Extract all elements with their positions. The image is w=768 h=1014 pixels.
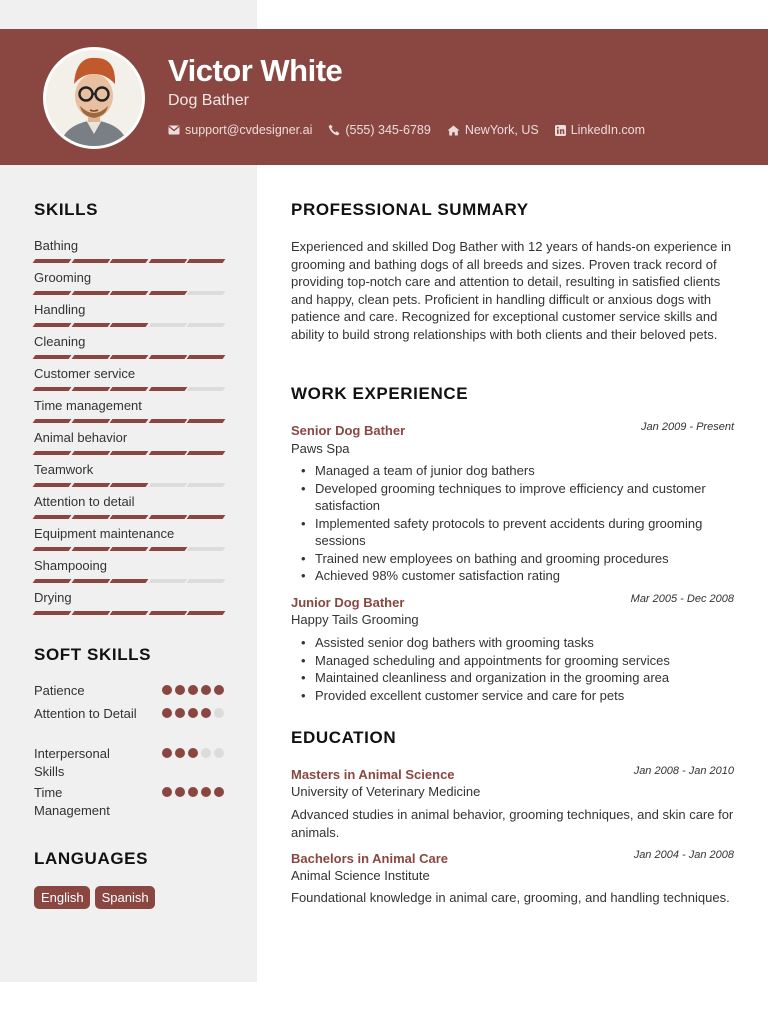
- skill-level-bar: [34, 259, 224, 263]
- rating-dot: [175, 787, 185, 797]
- contact-location-text: NewYork, US: [464, 123, 539, 137]
- skill-level-bar: [34, 323, 224, 327]
- soft-skill-rating: [162, 708, 224, 718]
- language-tag: English: [34, 886, 90, 909]
- rating-dot: [175, 685, 185, 695]
- contact-phone[interactable]: [328, 123, 430, 137]
- skill-label: Grooming: [34, 270, 92, 285]
- skill-level-segment: [187, 611, 225, 615]
- soft-skill-row: [34, 682, 224, 705]
- skill-level-segment: [187, 419, 225, 423]
- envelope-icon: [168, 125, 180, 135]
- home-icon: [447, 125, 460, 136]
- skill-level-segment: [187, 515, 225, 519]
- skill-level-bar: [34, 387, 224, 391]
- skill-level-segment: [148, 387, 186, 391]
- skill-level-segment: [148, 323, 186, 327]
- skill-level-segment: [71, 291, 109, 295]
- skill-row: [34, 238, 224, 270]
- skill-label: Equipment maintenance: [34, 526, 175, 541]
- list-item: • Maintained cleanliness and organization in the grooming area: [315, 669, 740, 687]
- rating-dot: [162, 685, 172, 695]
- skill-label: Customer service: [34, 366, 136, 381]
- degree-dates: Jan 2004 - Jan 2008: [633, 849, 734, 861]
- degree-dates: Jan 2008 - Jan 2010: [633, 765, 734, 777]
- summary-text: Experienced and skilled Dog Bather with 12 years of hands-on experience in grooming and bathing dogs of all breeds and sizes. Proven track record of providing top-notch care and attention to detail, resulting in satisfied clients and happy, clean pets. Proficient in handling difficult or anxious dogs with patience and care. Recognized for exceptional customer service skills and ability to build strong relationships with both clients and their beloved pets.: [291, 239, 732, 342]
- rating-dot: [214, 787, 224, 797]
- rating-dot: [175, 748, 185, 758]
- soft-skill-label: Patience: [34, 683, 85, 698]
- skills-heading: SKILLS: [34, 200, 99, 219]
- skill-label: Handling: [34, 302, 86, 317]
- skill-level-segment: [110, 451, 148, 455]
- skill-level-bar: [34, 611, 224, 615]
- skill-level-segment: [33, 515, 71, 519]
- list-item: • Achieved 98% customer satisfaction rating: [315, 567, 740, 585]
- soft-skill-row: [34, 705, 224, 745]
- skill-row: [34, 494, 224, 526]
- degree-title: Masters in Animal Science: [291, 767, 455, 782]
- skill-level-segment: [110, 579, 148, 583]
- contact-linkedin-text: LinkedIn.com: [570, 123, 646, 137]
- rating-dot: [201, 787, 211, 797]
- skill-level-segment: [148, 611, 186, 615]
- skill-row: [34, 462, 224, 494]
- skill-level-segment: [33, 323, 71, 327]
- skill-level-segment: [148, 355, 186, 359]
- skill-row: [34, 302, 224, 334]
- soft-skill-rating: [162, 787, 224, 797]
- list-item: • Assisted senior dog bathers with grooming tasks: [315, 634, 740, 652]
- degree-description: Advanced studies in animal behavior, grooming techniques, and skin care for animals.: [291, 807, 734, 840]
- skill-level-segment: [71, 611, 109, 615]
- degree-title: Bachelors in Animal Care: [291, 851, 449, 866]
- skill-level-segment: [71, 515, 109, 519]
- rating-dot: [201, 708, 211, 718]
- school-name: Animal Science Institute: [291, 868, 430, 883]
- skill-level-segment: [187, 547, 225, 551]
- skill-row: [34, 398, 224, 430]
- linkedin-icon: [555, 125, 566, 136]
- skill-level-segment: [33, 419, 71, 423]
- rating-dot: [214, 685, 224, 695]
- skill-level-segment: [148, 451, 186, 455]
- contact-phone-text: (555) 345-6789: [345, 123, 431, 137]
- skill-level-bar: [34, 419, 224, 423]
- skill-label: Bathing: [34, 238, 79, 253]
- skill-level-segment: [33, 483, 71, 487]
- rating-dot: [162, 787, 172, 797]
- job-bullets: [315, 634, 740, 704]
- contact-email-text: support@cvdesigner.ai: [185, 123, 313, 137]
- skill-level-segment: [110, 291, 148, 295]
- skill-level-segment: [148, 483, 186, 487]
- job-company: Paws Spa: [291, 441, 350, 456]
- soft-skill-label: Attention to Detail: [34, 706, 137, 721]
- school-name: University of Veterinary Medicine: [291, 784, 481, 799]
- skill-label: Shampooing: [34, 558, 107, 573]
- skill-level-segment: [187, 483, 225, 487]
- skill-row: [34, 334, 224, 366]
- soft-skill-row: [34, 784, 224, 824]
- skill-label: Time management: [34, 398, 142, 413]
- rating-dot: [188, 708, 198, 718]
- skill-level-segment: [71, 355, 109, 359]
- rating-dot: [214, 748, 224, 758]
- soft-skill-rating: [162, 748, 224, 758]
- skill-label: Animal behavior: [34, 430, 128, 445]
- rating-dot: [162, 748, 172, 758]
- skill-level-segment: [33, 579, 71, 583]
- skill-level-segment: [71, 547, 109, 551]
- rating-dot: [162, 708, 172, 718]
- language-tags: [34, 886, 155, 909]
- soft-skills-heading: SOFT SKILLS: [34, 645, 152, 664]
- skill-level-bar: [34, 483, 224, 487]
- skills-list: [34, 238, 224, 622]
- skill-level-segment: [148, 579, 186, 583]
- rating-dot: [201, 748, 211, 758]
- degree-description: Foundational knowledge in animal care, grooming, and handling techniques.: [291, 890, 730, 905]
- contact-email[interactable]: [168, 123, 312, 137]
- phone-icon: [328, 124, 340, 136]
- skill-level-segment: [33, 451, 71, 455]
- skill-level-segment: [71, 451, 109, 455]
- summary-heading: PROFESSIONAL SUMMARY: [291, 200, 529, 219]
- skill-level-bar: [34, 451, 224, 455]
- contact-bar: [168, 123, 661, 137]
- skill-level-segment: [187, 387, 225, 391]
- skill-level-segment: [110, 547, 148, 551]
- resume-header: [0, 29, 768, 165]
- list-item: • Developed grooming techniques to improve efficiency and customer satisfaction: [315, 480, 740, 515]
- rating-dot: [214, 708, 224, 718]
- job-dates: Jan 2009 - Present: [641, 421, 734, 433]
- rating-dot: [175, 708, 185, 718]
- skill-level-bar: [34, 579, 224, 583]
- skill-level-segment: [187, 355, 225, 359]
- skill-row: [34, 366, 224, 398]
- soft-skills-list: [34, 682, 224, 824]
- avatar: [43, 47, 145, 149]
- list-item: • Managed a team of junior dog bathers: [315, 462, 740, 480]
- skill-level-segment: [187, 451, 225, 455]
- skill-level-bar: [34, 355, 224, 359]
- job-role: Senior Dog Bather: [291, 423, 406, 438]
- skill-level-segment: [187, 323, 225, 327]
- contact-linkedin[interactable]: [555, 123, 645, 137]
- rating-dot: [188, 787, 198, 797]
- skill-level-bar: [34, 291, 224, 295]
- skill-level-segment: [33, 355, 71, 359]
- skill-level-segment: [33, 259, 71, 263]
- candidate-name: Victor White: [168, 53, 343, 88]
- skill-row: [34, 430, 224, 462]
- skill-level-segment: [110, 259, 148, 263]
- job-dates: Mar 2005 - Dec 2008: [630, 593, 734, 605]
- skill-level-segment: [110, 387, 148, 391]
- soft-skill-row: [34, 745, 224, 784]
- job-company: Happy Tails Grooming: [291, 612, 419, 627]
- skill-level-segment: [33, 387, 71, 391]
- skill-level-segment: [110, 323, 148, 327]
- soft-skill-rating: [162, 685, 224, 695]
- skill-row: [34, 270, 224, 302]
- skill-level-segment: [187, 579, 225, 583]
- skill-row: [34, 526, 224, 558]
- list-item: • Managed scheduling and appointments for grooming services: [315, 652, 740, 670]
- soft-skill-label: Time Management: [34, 785, 110, 818]
- languages-heading: LANGUAGES: [34, 849, 149, 868]
- skill-level-segment: [71, 259, 109, 263]
- rating-dot: [188, 685, 198, 695]
- rating-dot: [188, 748, 198, 758]
- job-title: Dog Bather: [168, 92, 249, 109]
- skill-level-segment: [71, 387, 109, 391]
- skill-level-segment: [187, 291, 225, 295]
- soft-skill-label: Interpersonal Skills: [34, 746, 110, 779]
- rating-dot: [201, 685, 211, 695]
- skill-level-segment: [110, 419, 148, 423]
- skill-level-segment: [33, 291, 71, 295]
- list-item: • Implemented safety protocols to prevent accidents during grooming sessions: [315, 515, 740, 550]
- skill-row: [34, 558, 224, 590]
- skill-level-segment: [33, 547, 71, 551]
- skill-level-segment: [148, 547, 186, 551]
- skill-level-segment: [110, 483, 148, 487]
- experience-heading: WORK EXPERIENCE: [291, 384, 469, 403]
- skill-label: Cleaning: [34, 334, 86, 349]
- skill-level-segment: [71, 483, 109, 487]
- skill-level-bar: [34, 515, 224, 519]
- skill-level-segment: [71, 323, 109, 327]
- language-tag: Spanish: [95, 886, 155, 909]
- contact-location[interactable]: [447, 123, 539, 137]
- job-role: Junior Dog Bather: [291, 595, 405, 610]
- skill-label: Teamwork: [34, 462, 94, 477]
- skill-level-segment: [110, 515, 148, 519]
- skill-level-segment: [148, 515, 186, 519]
- skill-level-segment: [33, 611, 71, 615]
- skill-level-segment: [71, 419, 109, 423]
- skill-label: Drying: [34, 590, 72, 605]
- skill-level-segment: [71, 579, 109, 583]
- skill-level-bar: [34, 547, 224, 551]
- skill-row: [34, 590, 224, 622]
- skill-level-segment: [110, 355, 148, 359]
- education-heading: EDUCATION: [291, 728, 397, 747]
- skill-level-segment: [148, 291, 186, 295]
- skill-level-segment: [148, 419, 186, 423]
- job-bullets: [315, 462, 740, 585]
- skill-label: Attention to detail: [34, 494, 135, 509]
- list-item: • Provided excellent customer service and care for pets: [315, 687, 740, 705]
- skill-level-segment: [148, 259, 186, 263]
- skill-level-segment: [110, 611, 148, 615]
- skill-level-segment: [187, 259, 225, 263]
- list-item: • Trained new employees on bathing and grooming procedures: [315, 550, 740, 568]
